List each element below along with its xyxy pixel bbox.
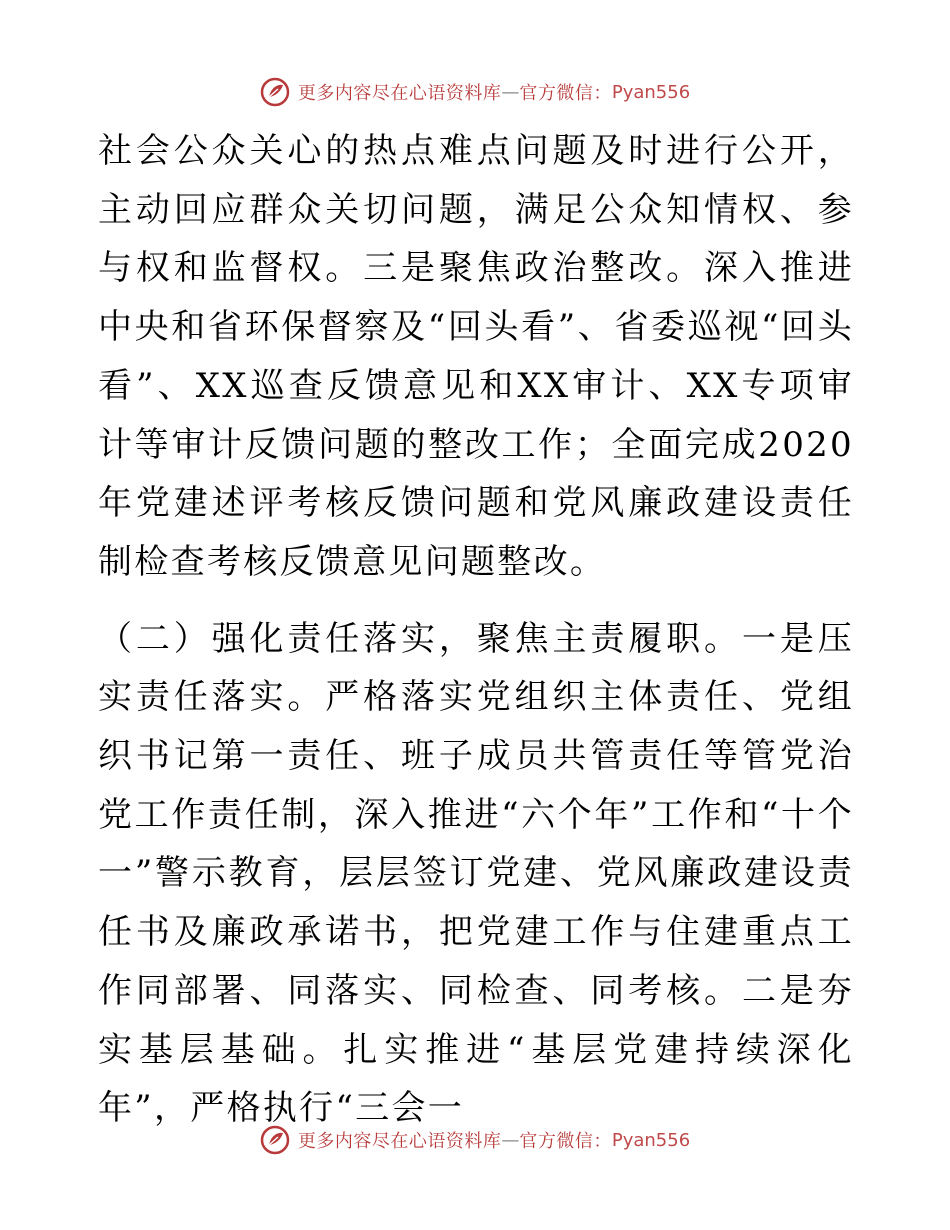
document-body: [98, 122, 854, 1138]
watermark-wechat-label: 官方微信：: [519, 83, 612, 104]
watermark-wechat-label: 官方微信：: [519, 1131, 612, 1152]
paragraph: 社会公众关心的热点难点问题及时进行公开，主动回应群众关切问题，满足公众知情权、参与权和监督权。三是聚焦政治整改。深入推进中央和省环保督察及“回头看”、省委巡视“回头看”、XX巡查反馈意见和XX审计、XX专项审计等审计反馈问题的整改工作；全面完成2020年党建述评考核反馈问题和党风廉政建设责任制检查考核反馈意见问题整改。: [98, 131, 854, 582]
footer-watermark: [0, 1120, 950, 1160]
watermark-separator: —: [501, 81, 520, 103]
paragraph: （二）强化责任落实，聚焦主责履职。一是压实责任落实。严格落实党组织主体责任、党组织书记第一责任、班子成员共管责任等管党治党工作责任制，深入推进“六个年”工作和“十个一”警示教育，层层签订党建、党风廉政建设责任书及廉政承诺书，把党建工作与住建重点工作同部署、同落实、同检查、同考核。二是夯实基层基础。扎实推进“基层党建持续深化年”，严格执行“三会一: [98, 618, 854, 1129]
watermark-wechat-id: Pyan556: [611, 81, 691, 103]
watermark-brand-text: 更多内容尽在心语资料库: [297, 1131, 502, 1152]
red-leaf-logo-icon: [260, 77, 290, 107]
header-watermark: [0, 72, 950, 112]
red-leaf-logo-icon: [260, 1125, 290, 1155]
watermark-separator: —: [501, 1129, 520, 1151]
watermark-brand-text: 更多内容尽在心语资料库: [297, 83, 502, 104]
watermark-wechat-id: Pyan556: [611, 1129, 691, 1151]
